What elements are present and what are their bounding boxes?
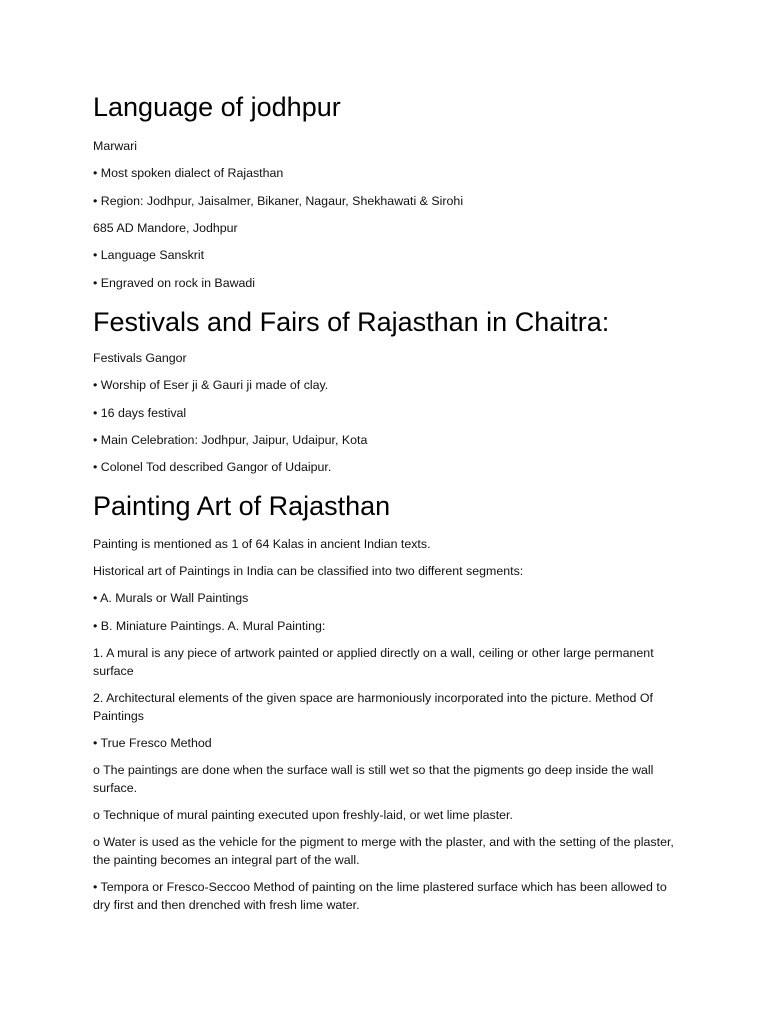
text-line: o Technique of mural painting executed upon freshly-laid, or wet lime plaster. (93, 808, 513, 822)
heading-festivals-and-fairs: Festivals and Fairs of Rajasthan in Chaitra: (93, 307, 610, 337)
text-line: 685 AD Mandore, Jodhpur (93, 221, 238, 235)
bullet-item: • B. Miniature Paintings. A. Mural Painting: (93, 619, 326, 633)
paragraph: 2. Architectural elements of the given space are harmoniously incorporated into the picture. Method Of Paintings (93, 691, 653, 723)
text-line: Painting is mentioned as 1 of 64 Kalas in ancient Indian texts. (93, 537, 431, 551)
bullet-item: • Colonel Tod described Gangor of Udaipur. (93, 460, 332, 474)
paragraph: o The paintings are done when the surface wall is still wet so that the pigments go deep inside the wall surface. (93, 763, 654, 795)
paragraph: • Tempora or Fresco-Seccoo Method of painting on the lime plastered surface which has been allowed to dry first and then drenched with fresh lime water. (93, 880, 667, 912)
bullet-item: • A. Murals or Wall Paintings (93, 591, 249, 605)
heading-painting-art-of-rajasthan: Painting Art of Rajasthan (93, 491, 391, 521)
text-line: Marwari (93, 139, 138, 153)
text-line: Historical art of Paintings in India can be classified into two different segments: (93, 564, 524, 578)
bullet-item: • Main Celebration: Jodhpur, Jaipur, Udaipur, Kota (93, 433, 368, 447)
bullet-item: • Most spoken dialect of Rajasthan (93, 166, 284, 180)
bullet-item: • Engraved on rock in Bawadi (93, 276, 256, 290)
bullet-item: • Worship of Eser ji & Gauri ji made of clay. (93, 378, 329, 392)
bullet-item: • True Fresco Method (93, 736, 212, 750)
paragraph: 1. A mural is any piece of artwork painted or applied directly on a wall, ceiling or other large permanent surface (93, 646, 654, 678)
paragraph: o Water is used as the vehicle for the pigment to merge with the plaster, and with the setting of the plaster, the painting becomes an integral part of the wall. (93, 835, 674, 867)
text-line: Festivals Gangor (93, 351, 187, 365)
bullet-item: • Language Sanskrit (93, 248, 205, 262)
bullet-item: • Region: Jodhpur, Jaisalmer, Bikaner, Nagaur, Shekhawati & Sirohi (93, 194, 464, 208)
heading-language-of-jodhpur: Language of jodhpur (93, 92, 341, 122)
bullet-item: • 16 days festival (93, 406, 187, 420)
